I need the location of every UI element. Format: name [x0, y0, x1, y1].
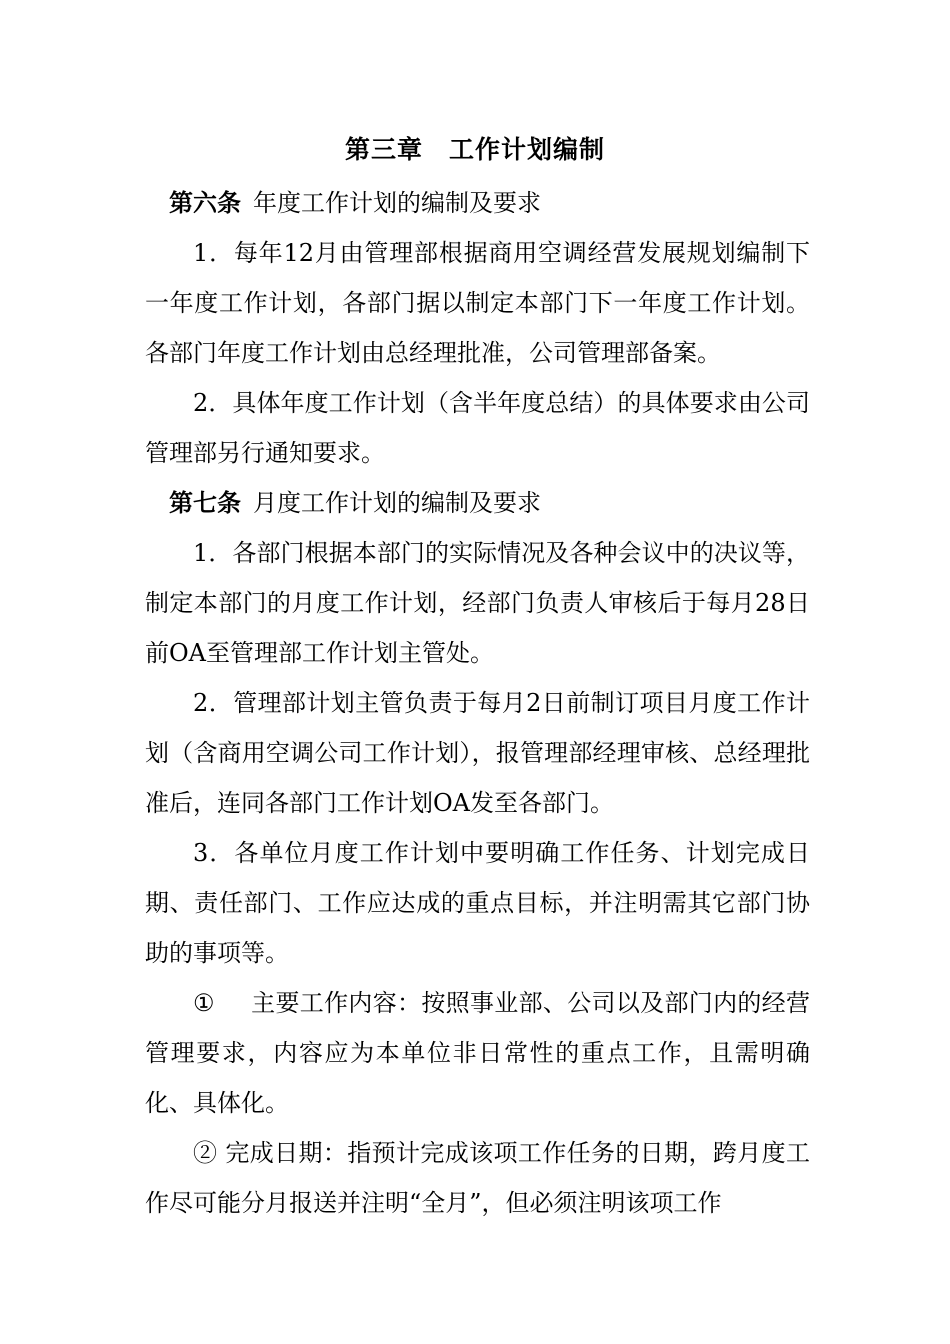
article-heading: [145, 178, 810, 228]
paragraph: 1．每年12月由管理部根据商用空调经营发展规划编制下一年度工作计划，各部门据以制定本部门下一年度工作计划。各部门年度工作计划由总经理批准，公司管理部备案。: [145, 239, 810, 367]
document-body: [145, 178, 810, 1228]
item-text: 完成日期：指预计完成该项工作任务的日期，跨月度工作尽可能分月报送并注明“全月”，但必须注明该项工作: [145, 1139, 810, 1217]
paragraph: 2．具体年度工作计划（含半年度总结）的具体要求由公司管理部另行通知要求。: [145, 389, 810, 467]
item-text: 主要工作内容：按照事业部、公司以及部门内的经营管理要求，内容应为本单位非日常性的重点工作，且需明确化、具体化。: [145, 989, 810, 1117]
list-item: [145, 978, 810, 1128]
article-number: 第七条: [169, 488, 241, 517]
article-number: 第六条: [169, 188, 241, 217]
chapter-number: 第三章: [344, 135, 423, 164]
article-title: 年度工作计划的编制及要求: [253, 189, 541, 217]
item-marker: ②: [193, 1139, 218, 1167]
paragraph: 3．各单位月度工作计划中要明确工作任务、计划完成日期、责任部门、工作应达成的重点目标，并注明需其它部门协助的事项等。: [145, 839, 810, 967]
article-title: 月度工作计划的编制及要求: [253, 489, 541, 517]
article-heading: [145, 478, 810, 528]
paragraph: 1．各部门根据本部门的实际情况及各种会议中的决议等，制定本部门的月度工作计划，经部门负责人审核后于每月28日前OA至管理部工作计划主管处。: [145, 539, 810, 667]
paragraph: 2．管理部计划主管负责于每月2日前制订项目月度工作计划（含商用空调公司工作计划），报管理部经理审核、总经理批准后，连同各部门工作计划OA发至各部门。: [145, 689, 810, 817]
item-marker: ①: [193, 989, 215, 1017]
chapter-title: [0, 130, 950, 170]
list-item: [145, 1128, 810, 1228]
chapter-name: 工作计划编制: [449, 135, 606, 164]
